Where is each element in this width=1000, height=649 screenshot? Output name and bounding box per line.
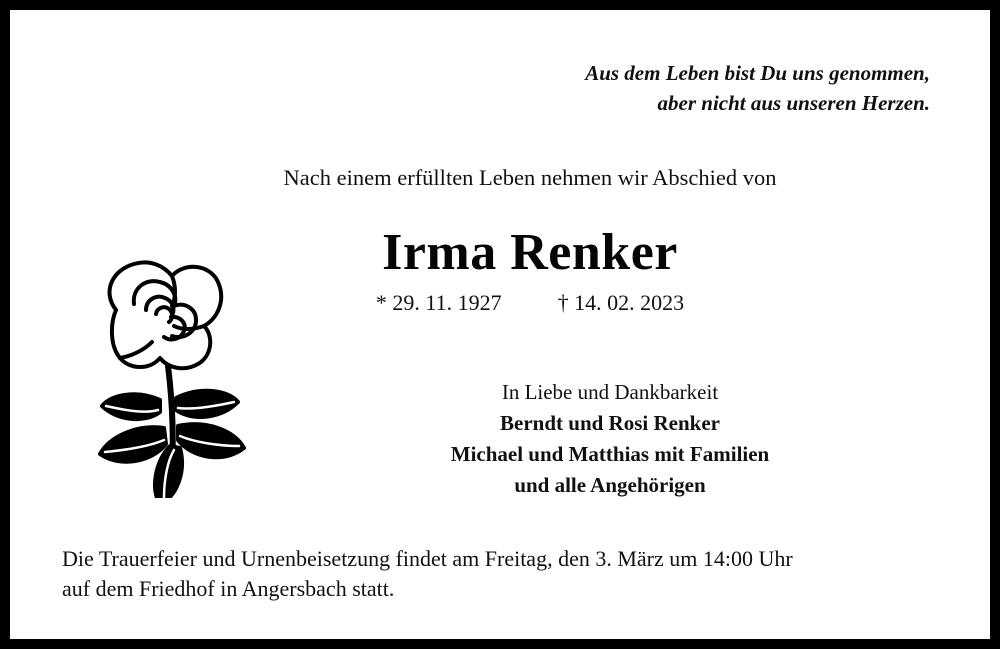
rose-icon xyxy=(72,248,272,498)
family-line-2: Berndt und Rosi Renker xyxy=(500,411,720,436)
obituary-notice xyxy=(10,10,990,639)
epitaph-quote-line-2: aber nicht aus unseren Herzen. xyxy=(657,91,930,116)
deceased-name: Irma Renker xyxy=(382,224,678,281)
family-block xyxy=(300,377,920,501)
birth-date: * 29. 11. 1927 xyxy=(375,290,502,315)
family-line-3: Michael und Matthias mit Familien xyxy=(450,442,770,467)
family-line-1: In Liebe und Dankbarkeit xyxy=(501,380,719,404)
epitaph-quote-line-1: Aus dem Leben bist Du uns genommen, xyxy=(585,61,930,85)
death-date: † 14. 02. 2023 xyxy=(557,290,685,315)
epitaph-quote xyxy=(10,58,930,119)
family-line-4: und alle Angehörigen xyxy=(514,473,706,498)
ceremony-line-1: Die Trauerfeier und Urnenbeisetzung findet am Freitag, den 3. März um 14:00 Uhr xyxy=(62,546,793,571)
intro-text: Nach einem erfüllten Leben nehmen wir Abschied von xyxy=(283,165,777,190)
ceremony-line-2: auf dem Friedhof in Angersbach statt. xyxy=(62,576,395,602)
ceremony-details xyxy=(62,544,962,605)
